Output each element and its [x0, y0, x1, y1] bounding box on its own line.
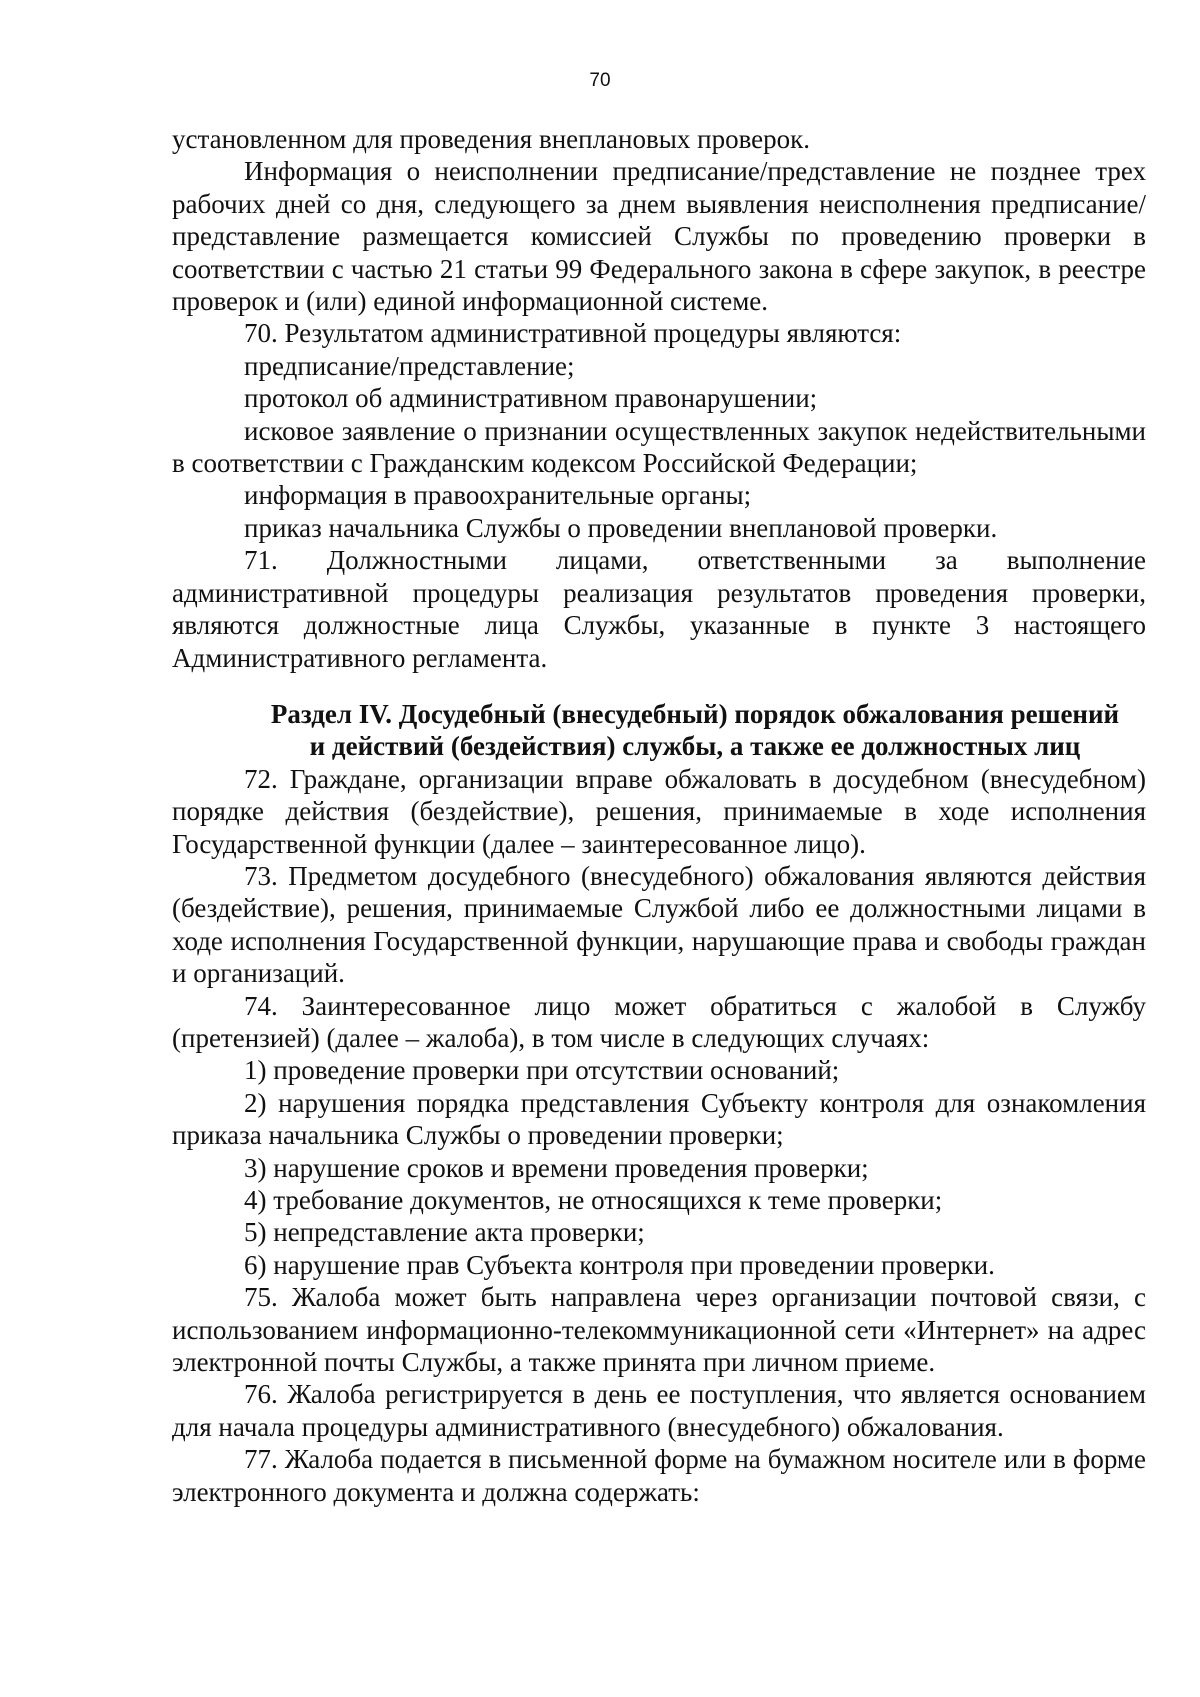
section-heading-line-2: и действий (бездействия) службы, а также ее должностных лиц	[309, 731, 1081, 762]
document-body	[172, 123, 1146, 1508]
paragraph: 72. Граждане, организации вправе обжаловать в досудебном (внесудебном) порядке действия (бездействие), решения, принимаемые в ходе исполнения Государственной функции (далее – заинтересованное лицо).	[172, 763, 1146, 859]
page-number: 70	[589, 70, 611, 91]
paragraph: 73. Предметом досудебного (внесудебного) обжалования являются действия (бездействие), решения, принимаемые Службой либо ее должностными лицами в ходе исполнения Государственной функции, нарушающие права и свободы граждан и организаций.	[172, 860, 1146, 989]
section-heading	[172, 698, 1146, 763]
list-item: 5) непредставление акта проверки;	[244, 1217, 645, 1248]
paragraph: установленном для проведения внеплановых проверок.	[172, 124, 811, 154]
list-item: 4) требование документов, не относящихся к теме проверки;	[244, 1185, 943, 1215]
list-item: 2) нарушения порядка представления Субъекту контроля для ознакомления приказа начальника Службы о проведении проверки;	[172, 1087, 1146, 1151]
list-item: предписание/представление;	[244, 350, 575, 381]
paragraph: 76. Жалоба регистрируется в день ее поступления, что является основанием для начала процедуры административного (внесудебного) обжалования.	[172, 1379, 1146, 1442]
list-item: протокол об административном правонарушении;	[244, 383, 818, 414]
list-item: 1) проведение проверки при отсутствии оснований;	[244, 1055, 840, 1086]
list-item: 3) нарушение сроков и времени проведения проверки;	[244, 1152, 869, 1183]
list-item: информация в правоохранительные органы;	[244, 480, 752, 511]
section-heading-line-1: Раздел IV. Досудебный (внесудебный) порядок обжалования решений	[270, 698, 1120, 729]
list-item: приказ начальника Службы о проведении внеплановой проверки.	[244, 512, 998, 543]
paragraph: 74. Заинтересованное лицо может обратиться с жалобой в Службу (претензией) (далее – жалоба), в том числе в следующих случаях:	[172, 990, 1146, 1053]
paragraph: Информация о неисполнении предписание/представление не позднее трех рабочих дней со дня, следующего за днем выявления неисполнения предписание/представление размещается комиссией Службы по проведению проверки в соответствии с частью 21 статьи 99 Федерального закона в сфере закупок, в реестре проверок и (или) единой информационной системе.	[172, 156, 1146, 317]
list-item: исковое заявление о признании осуществленных закупок недействительными в соответствии с Гражданским кодексом Российской Федерации;	[172, 415, 1146, 479]
paragraph: 77. Жалоба подается в письменной форме на бумажном носителе или в форме электронного документа и должна содержать:	[172, 1444, 1146, 1507]
paragraph: 75. Жалоба может быть направлена через организации почтовой связи, с использованием информационно-телекоммуникационной сети «Интернет» на адрес электронной почты Службы, а также принята при личном приеме.	[172, 1282, 1146, 1378]
paragraph: 71. Должностными лицами, ответственными за выполнение административной процедуры реализация результатов проведения проверки, являются должностные лица Службы, указанные в пункте 3 настоящего Административного регламента.	[172, 545, 1146, 673]
paragraph: 70. Результатом административной процедуры являются:	[244, 318, 902, 349]
list-item: 6) нарушение прав Субъекта контроля при проведении проверки.	[244, 1249, 995, 1280]
